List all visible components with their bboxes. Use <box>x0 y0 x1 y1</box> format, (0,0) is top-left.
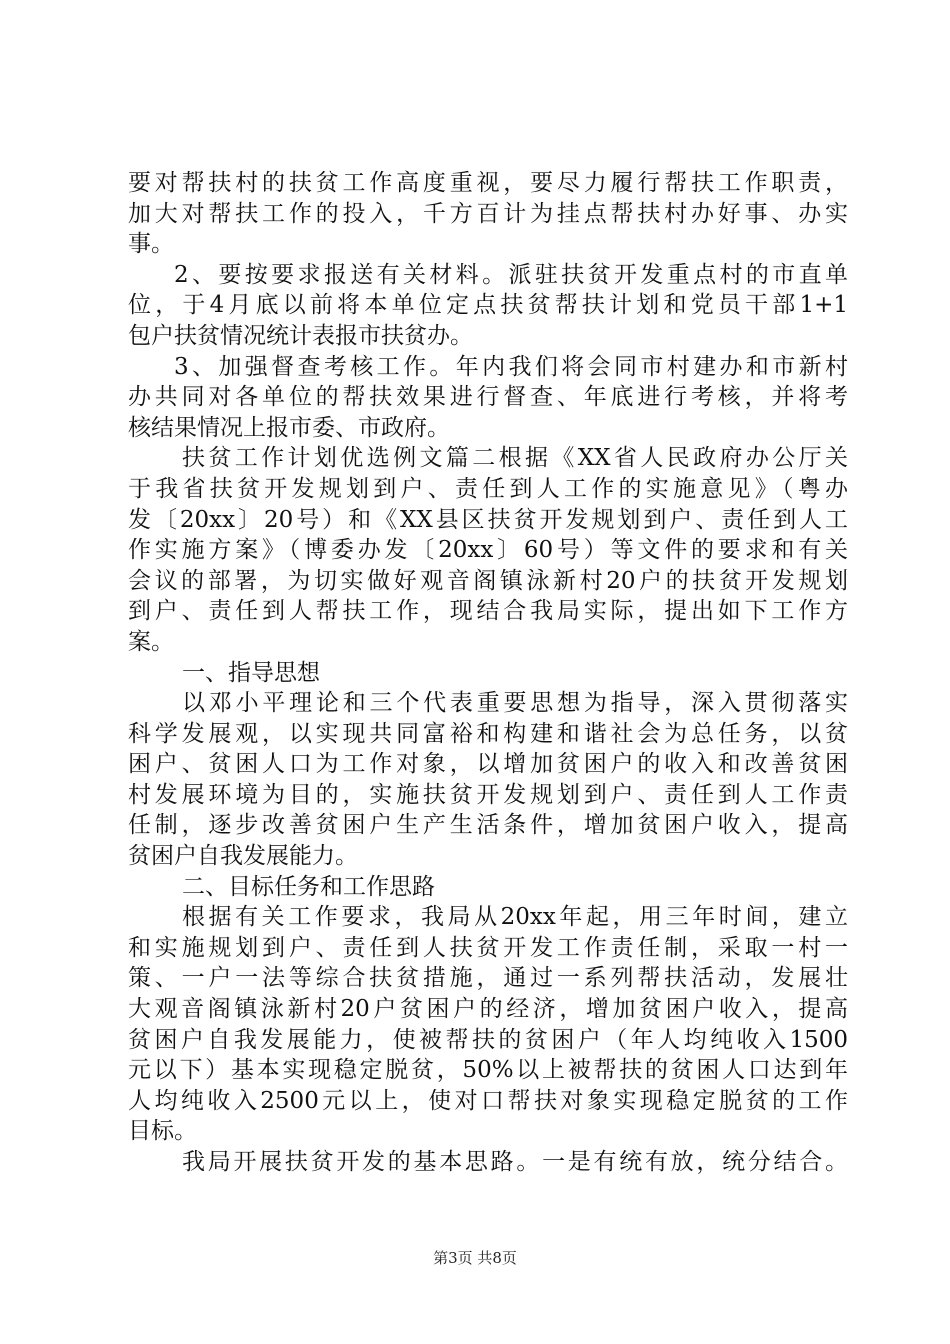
text-line: 核结果情况上报市委、市政府。 <box>128 414 450 441</box>
text-line: 大观音阁镇泳新村20户贫困户的经济，增加贫困户收入，提高 <box>128 996 848 1023</box>
text-line: 于我省扶贫开发规划到户、责任到人工作的实施意见》（粤办 <box>128 475 848 502</box>
text-line: 2、要按要求报送有关材料。派驻扶贫开发重点村的市直单 <box>174 261 848 288</box>
text-line: 位，于4月底以前将本单位定点扶贫帮扶计划和党员干部1+1 <box>128 292 848 319</box>
text-line: 要对帮扶村的扶贫工作高度重视，要尽力履行帮扶工作职责， <box>128 170 848 196</box>
text-line: 办共同对各单位的帮扶效果进行督查、年底进行考核，并将考 <box>128 384 848 411</box>
text-line: 科学发展观，以实现共同富裕和构建和谐社会为总任务，以贫 <box>128 720 848 747</box>
text-line: 人均纯收入2500元以上，使对口帮扶对象实现稳定脱贫的工作 <box>128 1087 848 1114</box>
text-line: 到户、责任到人帮扶工作，现结合我局实际，提出如下工作方 <box>128 598 848 625</box>
text-line: 以邓小平理论和三个代表重要思想为指导，深入贯彻落实 <box>182 690 848 717</box>
text-line: 二、目标任务和工作思路 <box>182 873 435 900</box>
text-line: 发〔20xx〕20号）和《XX县区扶贫开发规划到户、责任到人工 <box>128 506 848 533</box>
text-line: 扶贫工作计划优选例文篇二根据《XX省人民政府办公厅关 <box>182 445 848 472</box>
text-line: 村发展环境为目的，实施扶贫开发规划到户、责任到人工作责 <box>128 781 848 808</box>
page-footer: 第3页 共8页 <box>433 1249 517 1267</box>
text-line: 事。 <box>128 231 174 258</box>
text-line: 包户扶贫情况统计表报市扶贫办。 <box>128 322 473 349</box>
text-line: 任制，逐步改善贫困户生产生活条件，增加贫困户收入，提高 <box>128 812 848 839</box>
text-line: 加大对帮扶工作的投入，千方百计为挂点帮扶村办好事、办实 <box>128 200 848 227</box>
text-line: 我局开展扶贫开发的基本思路。一是有统有放，统分结合。 <box>182 1149 848 1175</box>
text-line: 3、加强督查考核工作。年内我们将会同市村建办和市新村 <box>174 353 848 380</box>
text-line: 贫困户自我发展能力。 <box>128 843 358 870</box>
text-line: 困户、贫困人口为工作对象，以增加贫困户的收入和改善贫困 <box>128 751 848 778</box>
text-line: 策、一户一法等综合扶贫措施，通过一系列帮扶活动，发展壮 <box>128 965 848 992</box>
document-body <box>128 168 848 1178</box>
text-line: 目标。 <box>128 1118 197 1145</box>
text-line: 会议的部署，为切实做好观音阁镇泳新村20户的扶贫开发规划 <box>128 567 848 594</box>
text-line: 和实施规划到户、责任到人扶贫开发工作责任制，采取一村一 <box>128 934 848 961</box>
text-line: 案。 <box>128 628 174 655</box>
text-line: 元以下）基本实现稳定脱贫，50%以上被帮扶的贫困人口达到年 <box>128 1057 848 1084</box>
text-line: 贫困户自我发展能力，使被帮扶的贫困户（年人均纯收入1500 <box>128 1026 848 1053</box>
text-line: 作实施方案》（博委办发〔20xx〕60号）等文件的要求和有关 <box>128 537 848 564</box>
text-line: 根据有关工作要求，我局从20xx年起，用三年时间，建立 <box>182 904 848 931</box>
text-line: 一、指导思想 <box>182 659 320 686</box>
